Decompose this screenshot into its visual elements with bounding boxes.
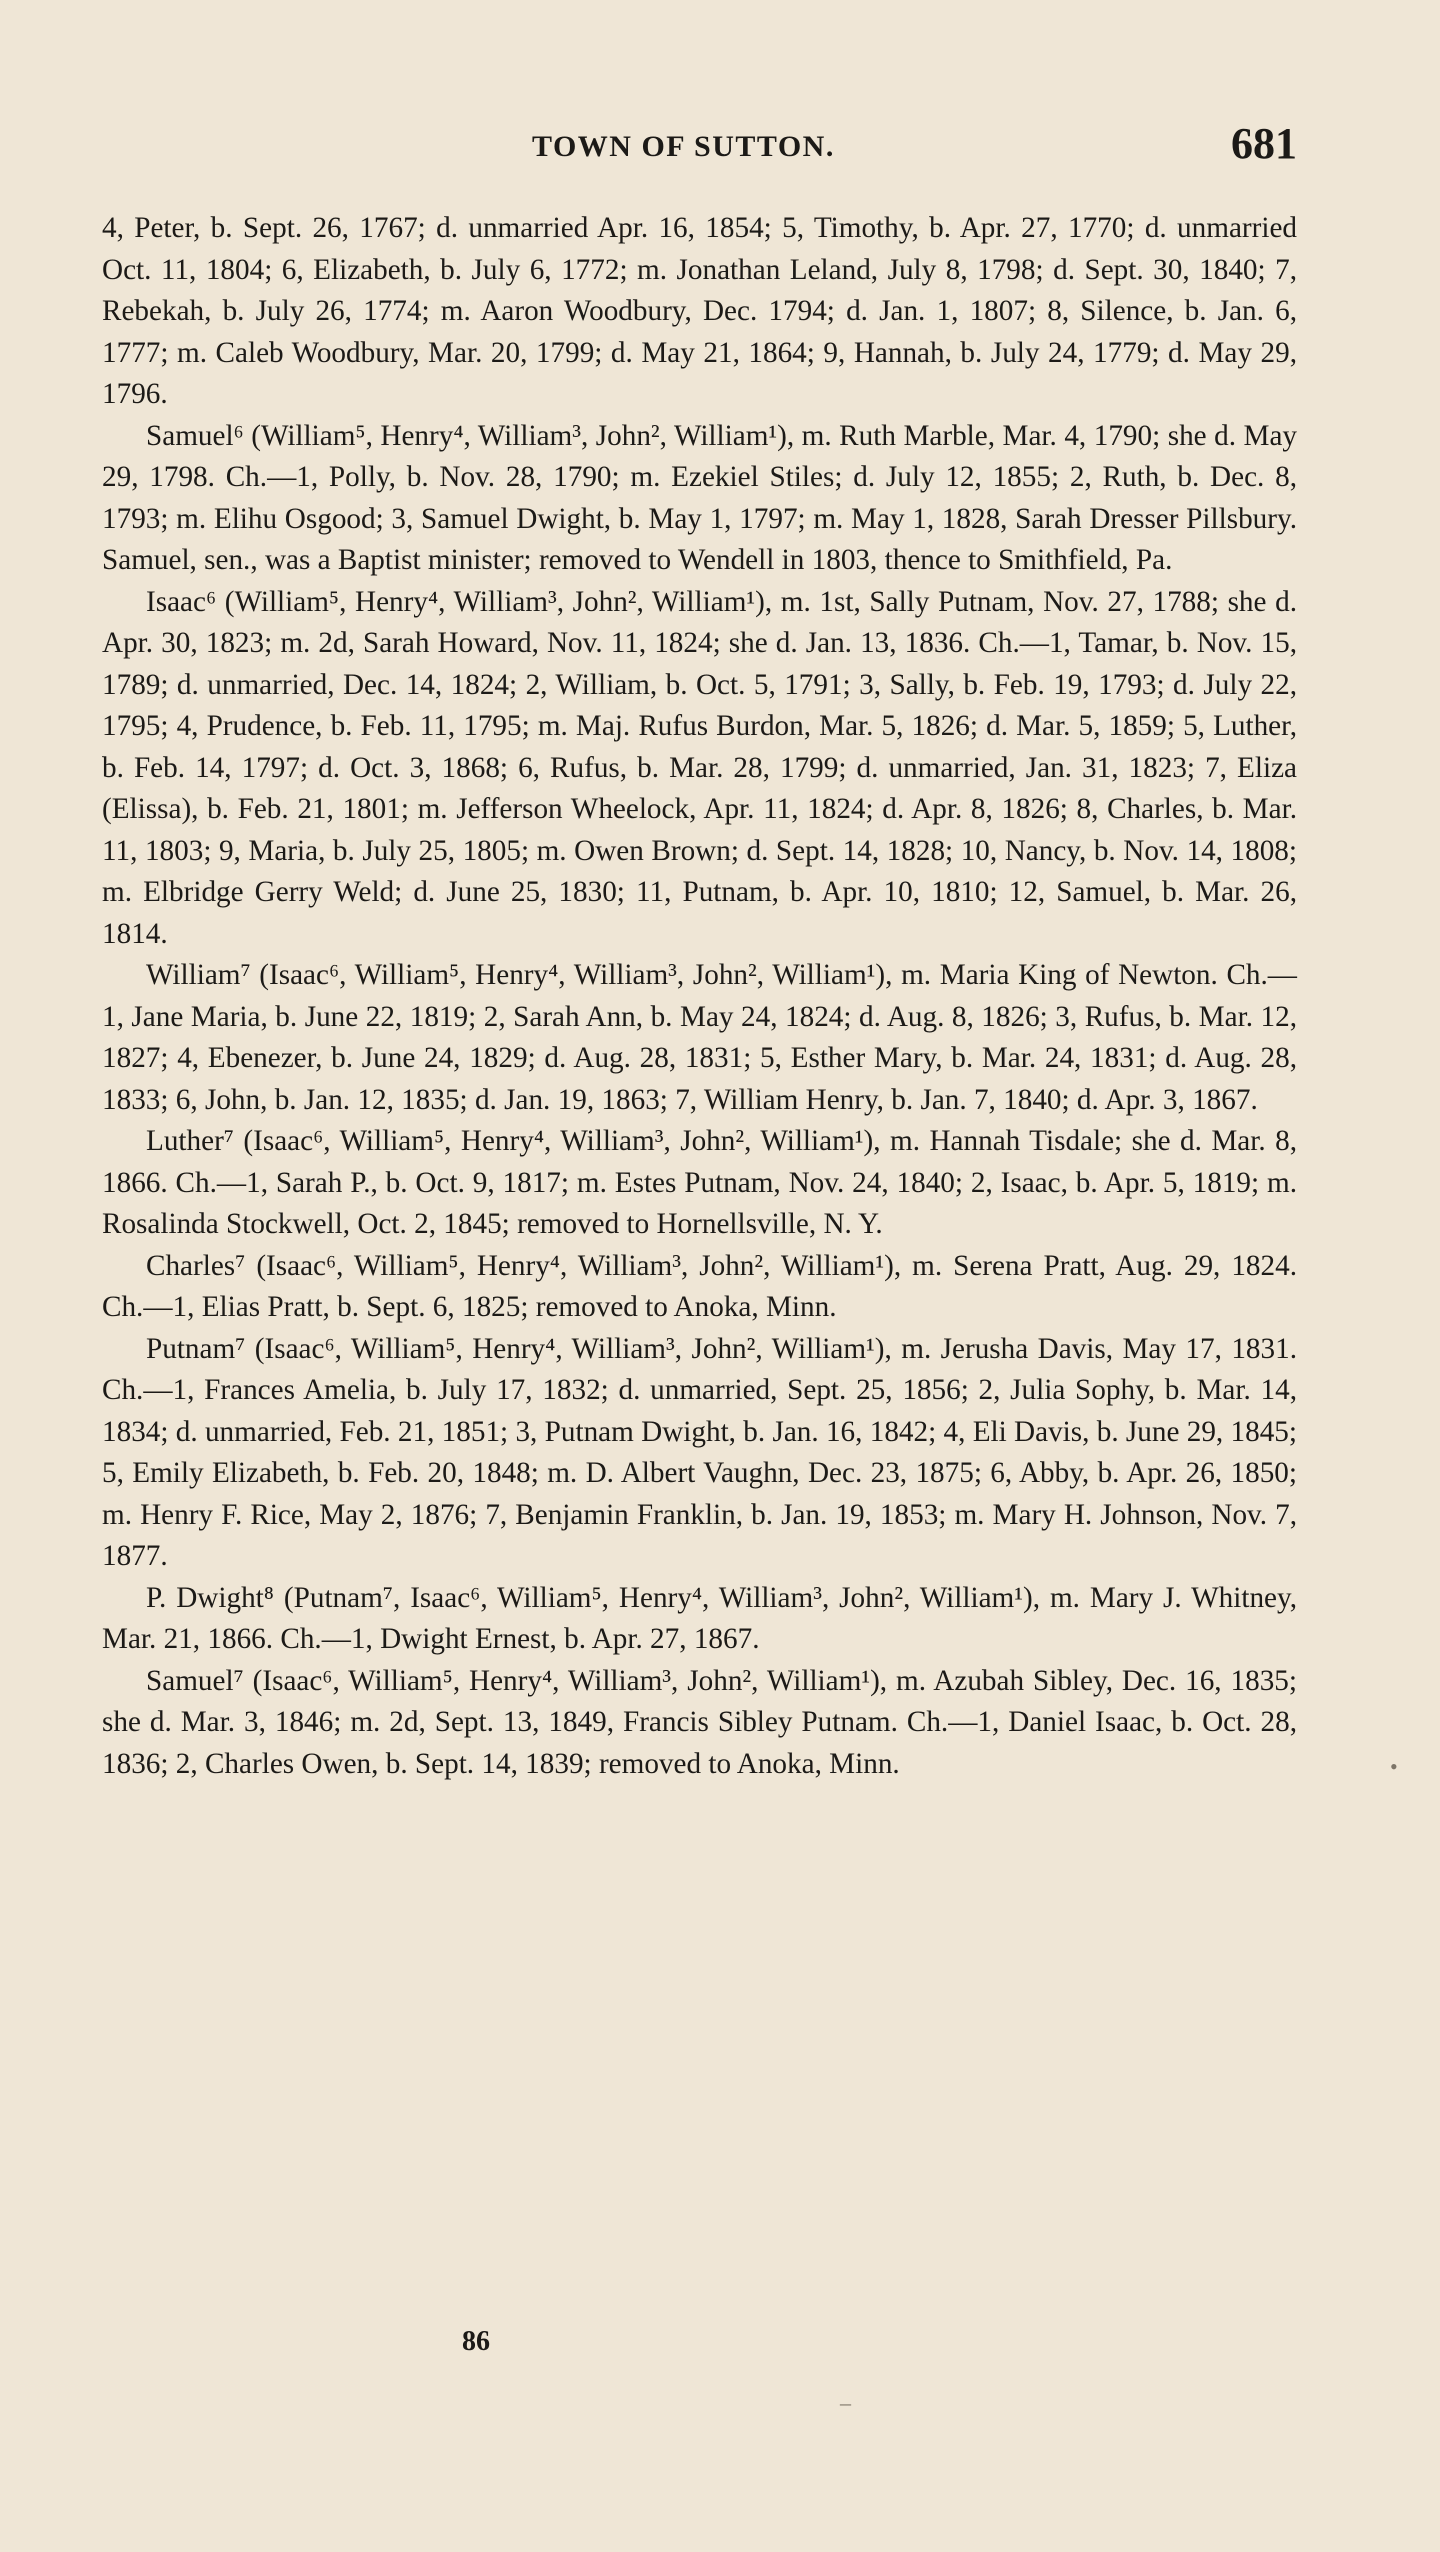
paragraph-samuel-6: Samuel⁶ (William⁵, Henry⁴, William³, John², William¹), m. Ruth Marble, Mar. 4, 1790; she d. May 29, 1798. Ch.—1, Polly, b. Nov. 28, 1790; m. Ezekiel Stiles; d. July 12, 1855; 2, Ruth, b. Dec. 8, 1793; m. Elihu Osgood; 3, Samuel Dwight, b. May 1, 1797; m. May 1, 1828, Sarah Dresser Pillsbury. Samuel, sen., was a Baptist minister; removed to Wendell in 1803, thence to Smithfield, Pa. (102, 419, 1297, 576)
margin-dash-mark: – (840, 2390, 851, 2415)
page-body (102, 208, 1297, 1785)
paragraph-luther-7: Luther⁷ (Isaac⁶, William⁵, Henry⁴, William³, John², William¹), m. Hannah Tisdale; she d. Mar. 8, 1866. Ch.—1, Sarah P., b. Oct. 9, 1817; m. Estes Putnam, Nov. 24, 1840; 2, Isaac, b. Apr. 5, 1819; m. Rosalinda Stockwell, Oct. 2, 1845; removed to Hornellsville, N. Y. (102, 1125, 1297, 1240)
signature-mark: 86 (462, 2326, 490, 2357)
page-number: 681 (1231, 119, 1297, 168)
paragraph-charles-7: Charles⁷ (Isaac⁶, William⁵, Henry⁴, William³, John², William¹), m. Serena Pratt, Aug. 29, 1824. Ch.—1, Elias Pratt, b. Sept. 6, 1825; removed to Anoka, Minn. (102, 1249, 1297, 1323)
paragraph-peter-siblings: 4, Peter, b. Sept. 26, 1767; d. unmarried Apr. 16, 1854; 5, Timothy, b. Apr. 27, 1770; d. unmarried Oct. 11, 1804; 6, Elizabeth, b. July 6, 1772; m. Jonathan Leland, July 8, 1798; d. Sept. 30, 1840; 7, Rebekah, b. July 26, 1774; m. Aaron Woodbury, Dec. 1794; d. Jan. 1, 1807; 8, Silence, b. Jan. 6, 1777; m. Caleb Woodbury, Mar. 20, 1799; d. May 21, 1864; 9, Hannah, b. July 24, 1779; d. May 29, 1796. (102, 212, 1297, 410)
margin-dot-mark: • (1390, 1754, 1398, 1779)
paragraph-samuel-7: Samuel⁷ (Isaac⁶, William⁵, Henry⁴, William³, John², William¹), m. Azubah Sibley, Dec. 16, 1835; she d. Mar. 3, 1846; m. 2d, Sept. 13, 1849, Francis Sibley Putnam. Ch.—1, Daniel Isaac, b. Oct. 28, 1836; 2, Charles Owen, b. Sept. 14, 1839; removed to Anoka, Minn. (102, 1664, 1297, 1780)
paragraph-isaac-6: Isaac⁶ (William⁵, Henry⁴, William³, John², William¹), m. 1st, Sally Putnam, Nov. 27, 1788; she d. Apr. 30, 1823; m. 2d, Sarah Howard, Nov. 11, 1824; she d. Jan. 13, 1836. Ch.—1, Tamar, b. Nov. 15, 1789; d. unmarried, Dec. 14, 1824; 2, William, b. Oct. 5, 1791; 3, Sally, b. Feb. 19, 1793; d. July 22, 1795; 4, Prudence, b. Feb. 11, 1795; m. Maj. Rufus Burdon, Mar. 5, 1826; d. Mar. 5, 1859; 5, Luther, b. Feb. 14, 1797; d. Oct. 3, 1868; 6, Rufus, b. Mar. 28, 1799; d. unmarried, Jan. 31, 1823; 7, Eliza (Elissa), b. Feb. 21, 1801; m. Jefferson Wheelock, Apr. 11, 1824; d. Apr. 8, 1826; 8, Charles, b. Mar. 11, 1803; 9, Maria, b. July 25, 1805; m. Owen Brown; d. Sept. 14, 1828; 10, Nancy, b. Nov. 14, 1808; m. Elbridge Gerry Weld; d. June 25, 1830; 11, Putnam, b. Apr. 10, 1810; 12, Samuel, b. Mar. 26, 1814. (102, 585, 1297, 950)
page-header (102, 118, 1297, 178)
paragraph-william-7: William⁷ (Isaac⁶, William⁵, Henry⁴, William³, John², William¹), m. Maria King of Newton. Ch.—1, Jane Maria, b. June 22, 1819; 2, Sarah Ann, b. May 24, 1824; d. Aug. 8, 1826; 3, Rufus, b. Mar. 12, 1827; 4, Ebenezer, b. June 24, 1829; d. Aug. 28, 1831; 5, Esther Mary, b. Mar. 24, 1831; d. Aug. 28, 1833; 6, John, b. Jan. 12, 1835; d. Jan. 19, 1863; 7, William Henry, b. Jan. 7, 1840; d. Apr. 3, 1867. (102, 959, 1297, 1116)
running-title: TOWN OF SUTTON. (532, 130, 835, 163)
paragraph-p-dwight-8: P. Dwight⁸ (Putnam⁷, Isaac⁶, William⁵, Henry⁴, William³, John², William¹), m. Mary J. Whitney, Mar. 21, 1866. Ch.—1, Dwight Ernest, b. Apr. 27, 1867. (102, 1581, 1297, 1655)
paragraph-putnam-7: Putnam⁷ (Isaac⁶, William⁵, Henry⁴, William³, John², William¹), m. Jerusha Davis, May 17, 1831. Ch.—1, Frances Amelia, b. July 17, 1832; d. unmarried, Sept. 25, 1856; 2, Julia Sophy, b. Mar. 14, 1834; d. unmarried, Feb. 21, 1851; 3, Putnam Dwight, b. Jan. 16, 1842; 4, Eli Davis, b. June 29, 1845; 5, Emily Elizabeth, b. Feb. 20, 1848; m. D. Albert Vaughn, Dec. 23, 1875; 6, Abby, b. Apr. 26, 1850; m. Henry F. Rice, May 2, 1876; 7, Benjamin Franklin, b. Jan. 19, 1853; m. Mary H. Johnson, Nov. 7, 1877. (102, 1332, 1297, 1572)
